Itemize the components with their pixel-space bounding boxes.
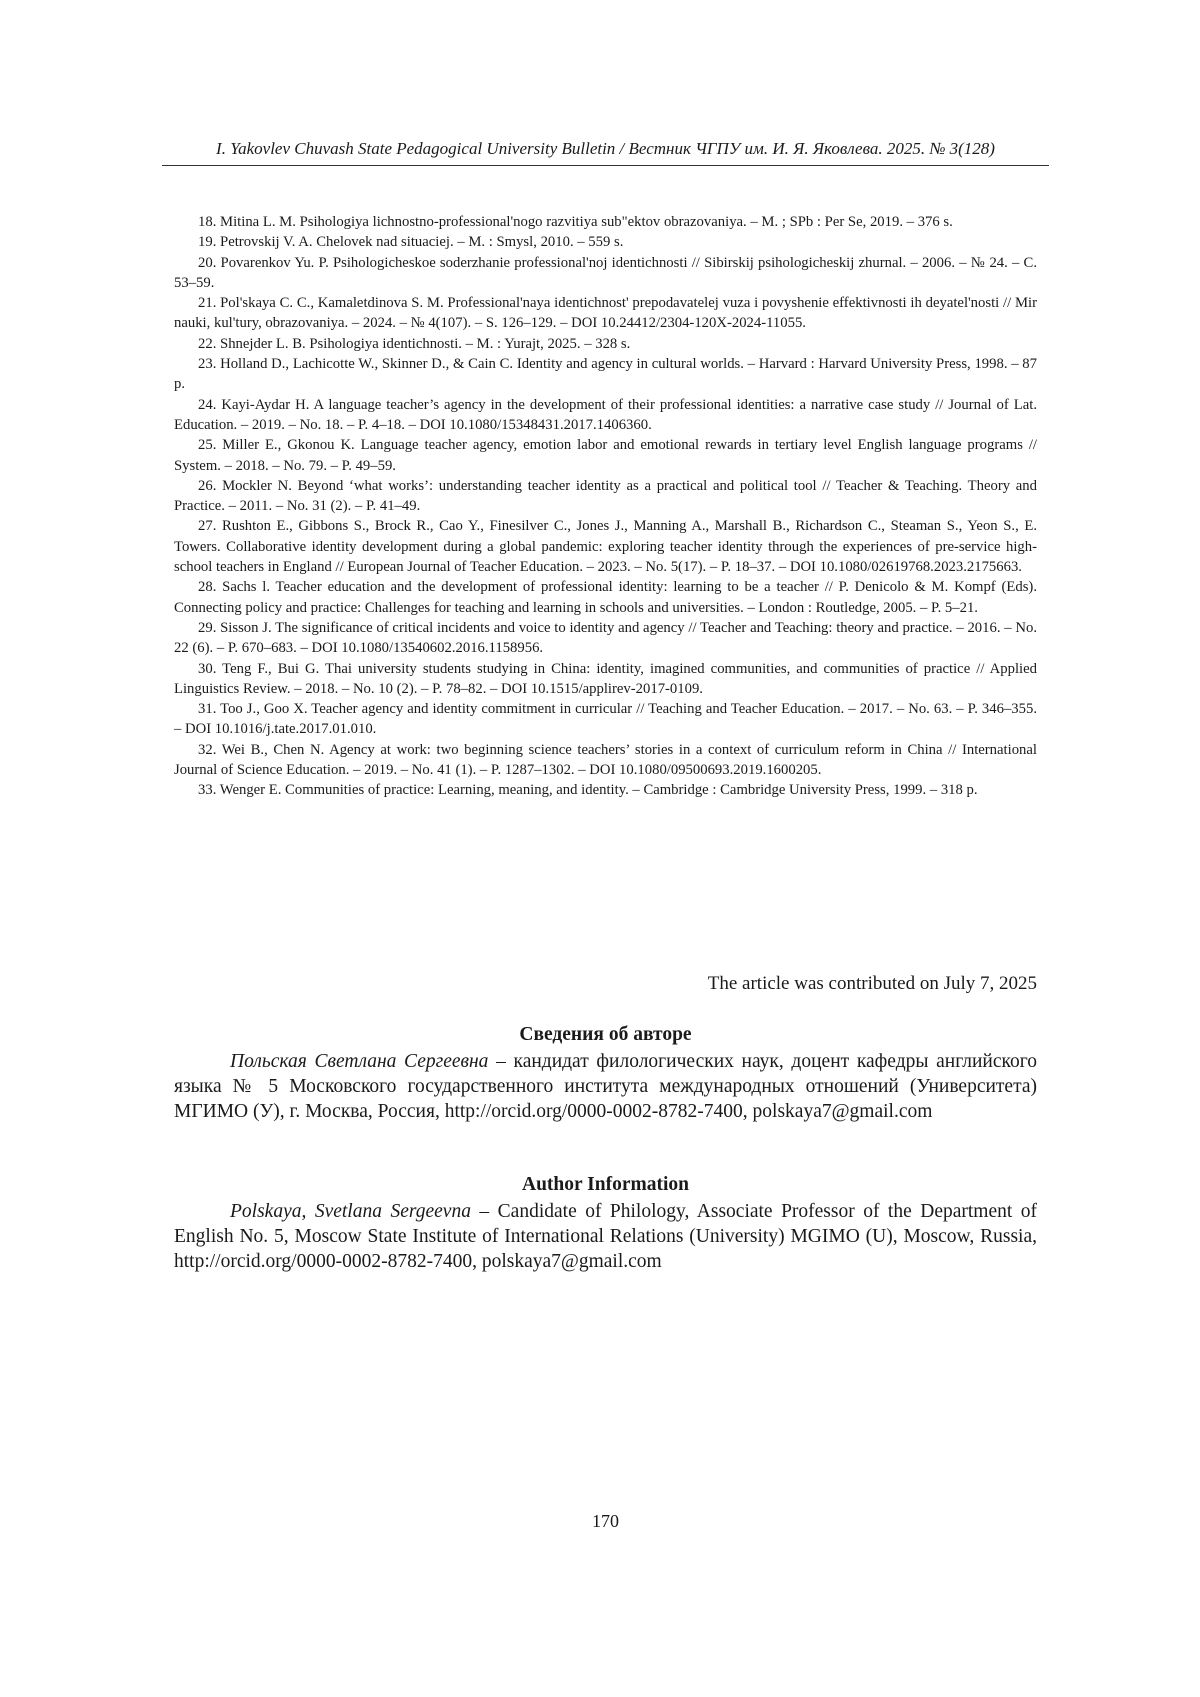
reference-item: 28. Sachs l. Teacher education and the development of professional identity: learning to be a teacher // P. Denicolo & M. Kompf (Eds). Connecting policy and practice: Challenges for teaching and learning in schools and universities. – London : Routledge, 2005. – P. 5–21. bbox=[174, 579, 1037, 616]
reference-item: 21. Pol'skaya C. C., Kamaletdinova S. M. Professional'naya identichnost' prepodavatelej vuza i povyshenie effektivnosti ih deyatel'nosti // Mir nauki, kul'tury, obrazovaniya. – 2024. – № 4(107). – S. 126–129. – DOI 10.24412/2304-120X-2024-11055. bbox=[174, 295, 1037, 332]
reference-item: 24. Kayi-Aydar H. A language teacher’s agency in the development of their professional identities: a narrative case study // Journal of Lat. Education. – 2019. – No. 18. – P. 4–18. – DOI 10.1080/15348431.2017.1406360. bbox=[174, 396, 1037, 433]
reference-item: 32. Wei B., Chen N. Agency at work: two beginning science teachers’ stories in a context of curriculum reform in China // International Journal of Science Education. – 2019. – No. 41 (1). – P. 1287–1302. – DOI 10.1080/09500693.2019.1600205. bbox=[174, 741, 1037, 779]
author-details-en: – Candidate of Philology, Associate Professor of the Department of English No. 5, Moscow State Institute of International Relations (University) MGIMO (U), Moscow, Russia, http://orcid.org/0000-0002-8782-7400, polskaya7@gmail.com bbox=[174, 1201, 1037, 1272]
author-info-title-ru: Сведения об авторе bbox=[519, 1024, 692, 1045]
reference-item: 29. Sisson J. The significance of critical incidents and voice to identity and agency // Teacher and Teaching: theory and practice. – 2016. – No. 22 (6). – P. 670–683. – DOI 10.1080/13540602.2016.1158956. bbox=[174, 619, 1037, 657]
reference-item: 33. Wenger E. Communities of practice: Learning, meaning, and identity. – Cambridge : Cambridge University Press, 1999. – 318 p. bbox=[198, 782, 978, 799]
reference-item: 18. Mitina L. M. Psihologiya lichnostno-professional'nogo razvitiya sub"ektov obrazovaniya. – M. ; SPb : Per Se, 2019. – 376 s. bbox=[198, 214, 953, 230]
author-name-en: Polskaya, Svetlana Sergeevna bbox=[230, 1201, 471, 1222]
reference-item: 19. Petrovskij V. A. Chelovek nad situaciej. – M. : Smysl, 2010. – 559 s. bbox=[198, 234, 624, 251]
running-header: I. Yakovlev Chuvash State Pedagogical University Bulletin / Вестник ЧГПУ им. И. Я. Яковлева. 2025. № 3(128) bbox=[162, 138, 1049, 166]
reference-item: 25. Miller E., Gkonou K. Language teacher agency, emotion labor and emotional rewards in tertiary level English language programs // System. – 2018. – No. 79. – P. 49–59. bbox=[174, 437, 1037, 474]
author-info-ru bbox=[174, 1049, 1037, 1124]
author-paragraph-ru bbox=[174, 1049, 1037, 1124]
reference-item: 22. Shnejder L. B. Psihologiya identichnosti. – M. : Yurajt, 2025. – 328 s. bbox=[198, 335, 631, 352]
author-paragraph-en bbox=[174, 1199, 1037, 1274]
reference-item: 23. Holland D., Lachicotte W., Skinner D., & Cain C. Identity and agency in cultural worlds. – Harvard : Harvard University Press, 1998. – 87 p. bbox=[174, 356, 1037, 393]
reference-item: 26. Mockler N. Beyond ‘what works’: understanding teacher identity as a practical and political tool // Teacher & Teaching. Theory and Practice. – 2011. – No. 31 (2). – P. 41–49. bbox=[174, 477, 1037, 515]
page-number: 170 bbox=[592, 1511, 619, 1531]
reference-item: 30. Teng F., Bui G. Thai university students studying in China: identity, imagined communities, and communities of practice // Applied Linguistics Review. – 2018. – No. 10 (2). – P. 78–82. – DOI 10.1515/applirev-2017-0109. bbox=[174, 660, 1037, 697]
author-info-en bbox=[174, 1199, 1037, 1274]
author-info-title-en: Author Information bbox=[521, 1174, 690, 1195]
reference-item: 27. Rushton E., Gibbons S., Brock R., Cao Y., Finesilver C., Jones J., Manning A., Marshall B., Richardson C., Steaman S., Yeon S., E. Towers. Collaborative identity development during a global pandemic: exploring teacher identity through the experiences of pre-service high-school teachers in England // European Journal of Teacher Education. – 2023. – No. 5(17). – P. 18–37. – DOI 10.1080/02619768.2023.2175663. bbox=[174, 518, 1037, 576]
reference-item: 31. Too J., Goo X. Teacher agency and identity commitment in curricular // Teaching and Teacher Education. – 2017. – No. 63. – P. 346–355. – DOI 10.1016/j.tate.2017.01.010. bbox=[174, 701, 1037, 738]
author-name-ru: Польская Светлана Сергеевна bbox=[230, 1051, 489, 1072]
contributed-date: The article was contributed on July 7, 2025 bbox=[707, 973, 1037, 994]
reference-item: 20. Povarenkov Yu. P. Psihologicheskoe soderzhanie professional'noj identichnosti // Sibirskij psihologicheskij zhurnal. – 2006. – № 24. – C. 53–59. bbox=[174, 254, 1037, 291]
reference-list bbox=[174, 212, 1037, 801]
author-details-ru: – кандидат филологических наук, доцент кафедры английского языка № 5 Московского государственного института международных отношений (Университета) МГИМО (У), г. Москва, Россия, http://orcid.org/0000-0002-8782-7400, polskaya7@gmail.com bbox=[174, 1051, 1037, 1122]
